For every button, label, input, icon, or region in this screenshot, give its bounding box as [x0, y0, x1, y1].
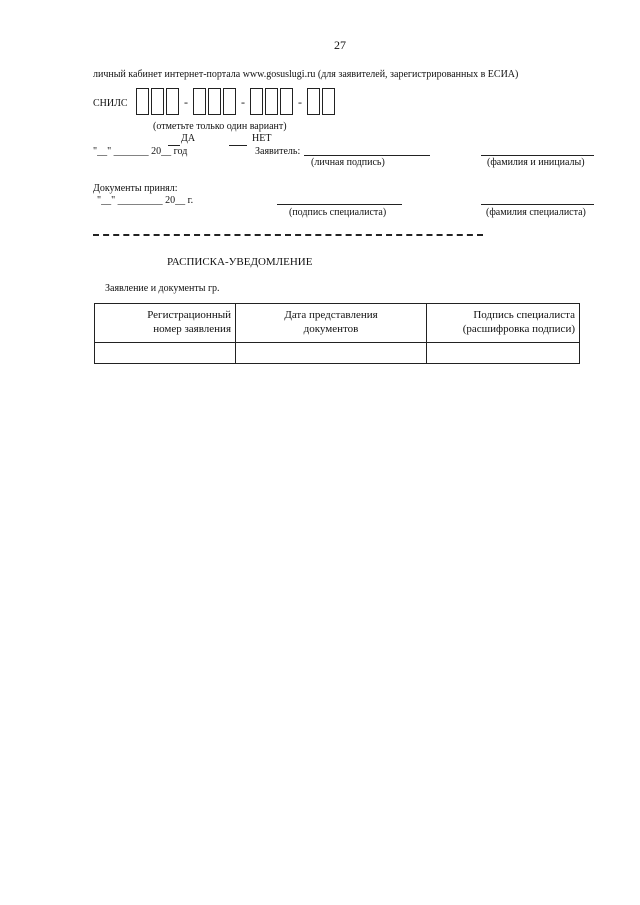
snils-digit-box[interactable]: [166, 88, 179, 115]
name-initials-line[interactable]: [481, 155, 594, 156]
receipt-intro: Заявление и документы гр.: [105, 283, 220, 294]
applicant-label: Заявитель:: [255, 146, 301, 157]
registration-number-cell[interactable]: [95, 343, 236, 364]
snils-separator: -: [298, 94, 302, 109]
header-registration-number: Регистрационный номер заявления: [95, 304, 236, 343]
table-header-row: [95, 304, 580, 343]
header-specialist-signature: Подпись специалиста (расшифровка подписи): [427, 304, 580, 343]
header-submission-date: Дата представления документов: [236, 304, 427, 343]
specialist-signature-caption: (подпись специалиста): [289, 207, 387, 218]
page-number: 27: [334, 38, 346, 52]
choice-note: (отметьте только один вариант): [153, 121, 287, 132]
no-label: НЕТ: [252, 133, 272, 144]
application-date-line[interactable]: "__" _______ 20__ год: [93, 146, 188, 157]
snils-digit-box[interactable]: [151, 88, 164, 115]
snils-digit-box[interactable]: [265, 88, 278, 115]
snils-digit-box[interactable]: [136, 88, 149, 115]
snils-digit-box[interactable]: [307, 88, 320, 115]
submission-date-cell[interactable]: [236, 343, 427, 364]
specialist-signature-line[interactable]: [277, 204, 402, 205]
specialist-signature-cell[interactable]: [427, 343, 580, 364]
specialist-surname-line[interactable]: [481, 204, 594, 205]
table-row: [95, 343, 580, 364]
personal-signature-caption: (личная подпись): [311, 157, 385, 168]
specialist-surname-caption: (фамилия специалиста): [486, 207, 586, 218]
cut-line: [93, 234, 483, 236]
no-checkmark-line[interactable]: [229, 145, 247, 146]
snils-digit-box[interactable]: [250, 88, 263, 115]
snils-digit-box[interactable]: [193, 88, 206, 115]
snils-separator: -: [241, 94, 245, 109]
snils-digit-box[interactable]: [223, 88, 236, 115]
docs-date-line[interactable]: "__" _________ 20__ г.: [97, 195, 194, 206]
name-initials-caption: (фамилия и инициалы): [487, 157, 585, 168]
snils-digit-box[interactable]: [322, 88, 335, 115]
snils-digit-box[interactable]: [280, 88, 293, 115]
personal-signature-line[interactable]: [304, 155, 430, 156]
snils-field[interactable]: [136, 88, 337, 115]
snils-label: СНИЛС: [93, 98, 128, 109]
snils-digit-box[interactable]: [208, 88, 221, 115]
yes-label: ДА: [181, 133, 196, 144]
snils-separator: -: [184, 94, 188, 109]
receipt-table: [94, 303, 580, 364]
docs-accepted-label: Документы принял:: [93, 183, 178, 194]
receipt-title: РАСПИСКА-УВЕДОМЛЕНИЕ: [167, 256, 313, 268]
portal-line: личный кабинет интернет-портала www.gosuslugi.ru (для заявителей, зарегистрированных в ЕСИА): [93, 69, 519, 80]
